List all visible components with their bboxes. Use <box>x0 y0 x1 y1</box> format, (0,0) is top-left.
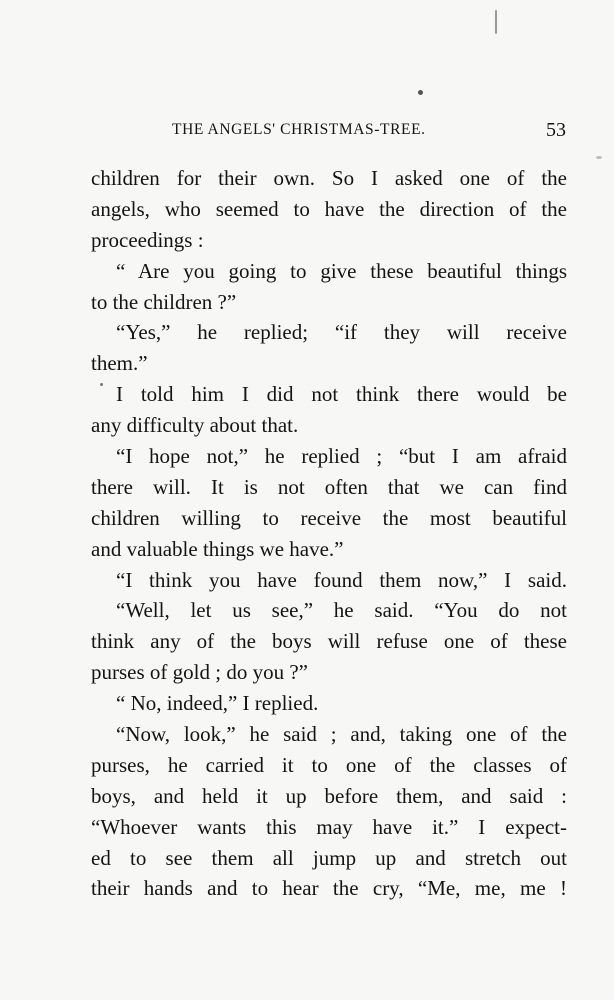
text-line: “ No, indeed,” I replied. <box>116 691 319 716</box>
running-head <box>88 118 570 142</box>
text-line: angels, who seemed to have the direction of the <box>91 196 567 221</box>
text-line: think any of the boys will refuse one of these <box>91 629 567 654</box>
text-line: children willing to receive the most beautiful <box>91 505 567 530</box>
text-line: there will. It is not often that we can find <box>91 474 567 499</box>
text-line: I told him I did not think there would be <box>116 382 567 407</box>
text-line: purses of gold ; do you ?” <box>91 660 308 685</box>
text-line: “I hope not,” he replied ; “but I am afraid <box>116 444 567 469</box>
text-line: “ Are you going to give these beautiful things <box>116 258 567 283</box>
text-line: “Well, let us see,” he said. “You do not <box>116 598 567 623</box>
text-line: “Yes,” he replied; “if they will receive <box>116 320 567 345</box>
text-line: “Whoever wants this may have it.” I expect- <box>91 814 567 839</box>
text-line: them.” <box>91 351 148 376</box>
page-number: 53 <box>546 119 566 141</box>
text-line: purses, he carried it to one of the classes of <box>91 752 567 777</box>
text-line: to the children ?” <box>91 289 237 314</box>
running-title: THE ANGELS' CHRISTMAS-TREE. <box>172 121 426 138</box>
text-body <box>91 163 567 904</box>
text-line: and valuable things we have.” <box>91 536 344 561</box>
text-line: “I think you have found them now,” I said. <box>116 567 567 592</box>
text-line: boys, and held it up before them, and said : <box>91 783 567 808</box>
ink-speck <box>596 156 602 159</box>
text-line: their hands and to hear the cry, “Me, me, me ! <box>91 876 567 901</box>
text-line: proceedings : <box>91 227 204 252</box>
ink-speck <box>495 10 497 34</box>
text-line: ed to see them all jump up and stretch out <box>91 845 567 870</box>
ink-speck <box>418 90 423 95</box>
text-line: children for their own. So I asked one of the <box>91 166 567 190</box>
text-line: “Now, look,” he said ; and, taking one of the <box>116 722 567 747</box>
text-line: any difficulty about that. <box>91 413 299 438</box>
